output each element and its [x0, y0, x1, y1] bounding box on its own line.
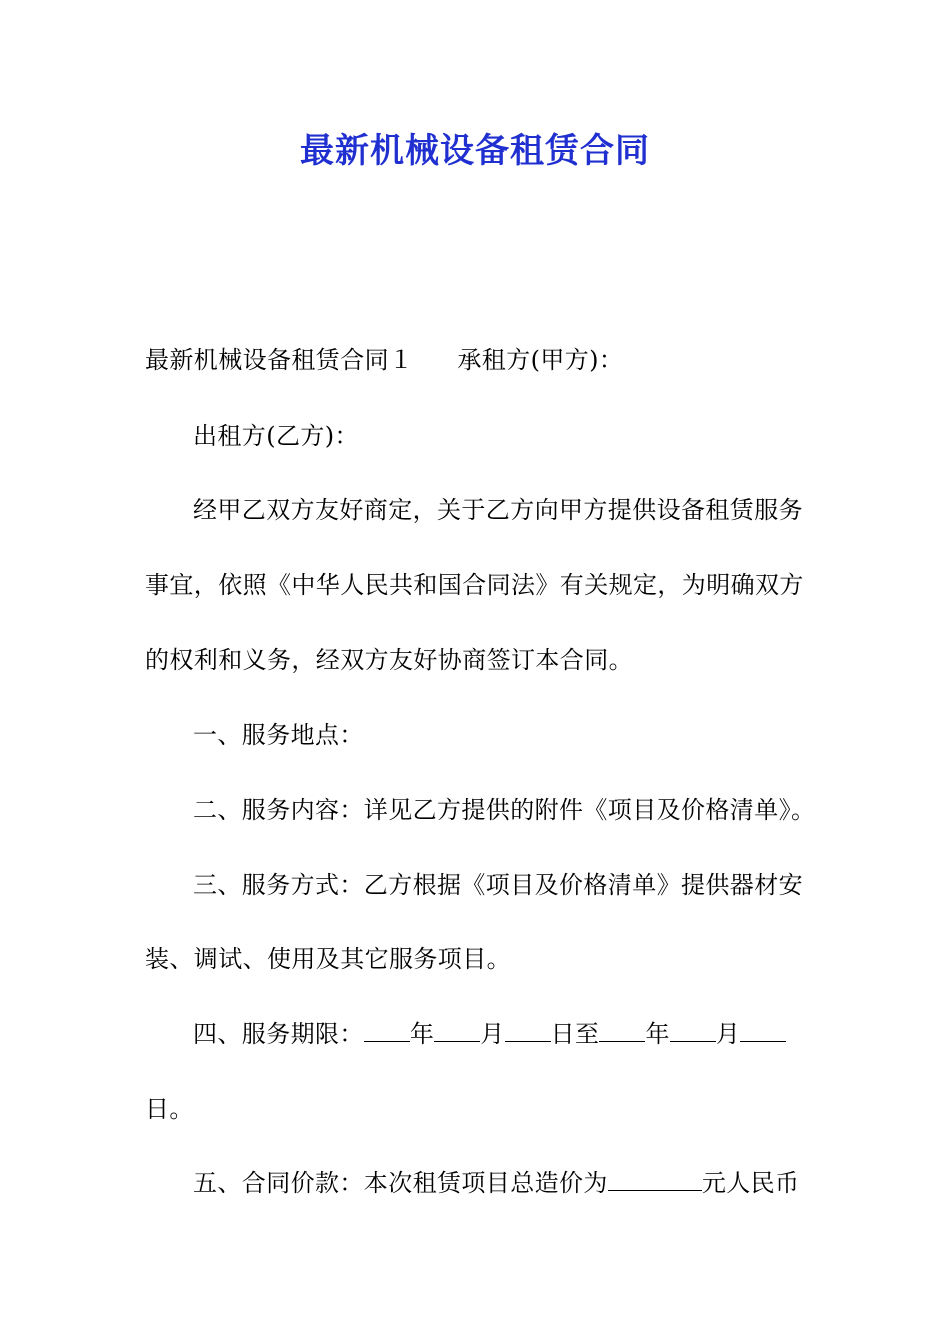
period-label: 四、服务期限： [193, 1020, 364, 1048]
clause-service-method-line-1: 三、服务方式：乙方根据《项目及价格清单》提供器材安 [193, 871, 803, 899]
day-to-text: 日至 [550, 1020, 600, 1048]
start-month-blank [434, 1019, 480, 1042]
clause-service-location: 一、服务地点： [193, 721, 364, 749]
price-blank [608, 1168, 702, 1191]
clause-service-method-line-2: 装、调试、使用及其它服务项目。 [145, 945, 511, 973]
clause-service-content: 二、服务内容：详见乙方提供的附件《项目及价格清单》。 [193, 796, 816, 824]
lessee-label: 承租方(甲方)： [457, 346, 624, 374]
end-year-blank [599, 1019, 645, 1042]
start-month-text: 月 [480, 1020, 505, 1048]
start-year-blank [364, 1019, 410, 1042]
period-end-text: 日。 [145, 1095, 194, 1123]
start-year-text: 年 [409, 1020, 435, 1048]
intro-line-1: 经甲乙双方友好商定，关于乙方向甲方提供设备租赁服务 [193, 496, 803, 524]
clause-contract-price [193, 1165, 810, 1201]
end-year-text: 年 [645, 1020, 670, 1048]
end-month-blank [670, 1019, 716, 1042]
end-month-text: 月 [715, 1020, 741, 1048]
lessor-label: 出租方(乙方)： [193, 422, 359, 450]
start-day-blank [505, 1019, 551, 1042]
contract-name: 最新机械设备租赁合同１ [145, 346, 414, 374]
intro-line-3: 的权利和义务，经双方友好协商签订本合同。 [145, 646, 633, 674]
intro-line-2: 事宜，依照《中华人民共和国合同法》有关规定，为明确双方 [145, 571, 804, 599]
clause-service-period [193, 1016, 810, 1052]
document-title: 最新机械设备租赁合同 [300, 131, 650, 171]
price-unit: 元人民币 [701, 1169, 800, 1197]
heading-line [145, 342, 810, 378]
end-day-blank [740, 1019, 786, 1042]
price-label: 五、合同价款：本次租赁项目总造价为 [193, 1169, 608, 1197]
